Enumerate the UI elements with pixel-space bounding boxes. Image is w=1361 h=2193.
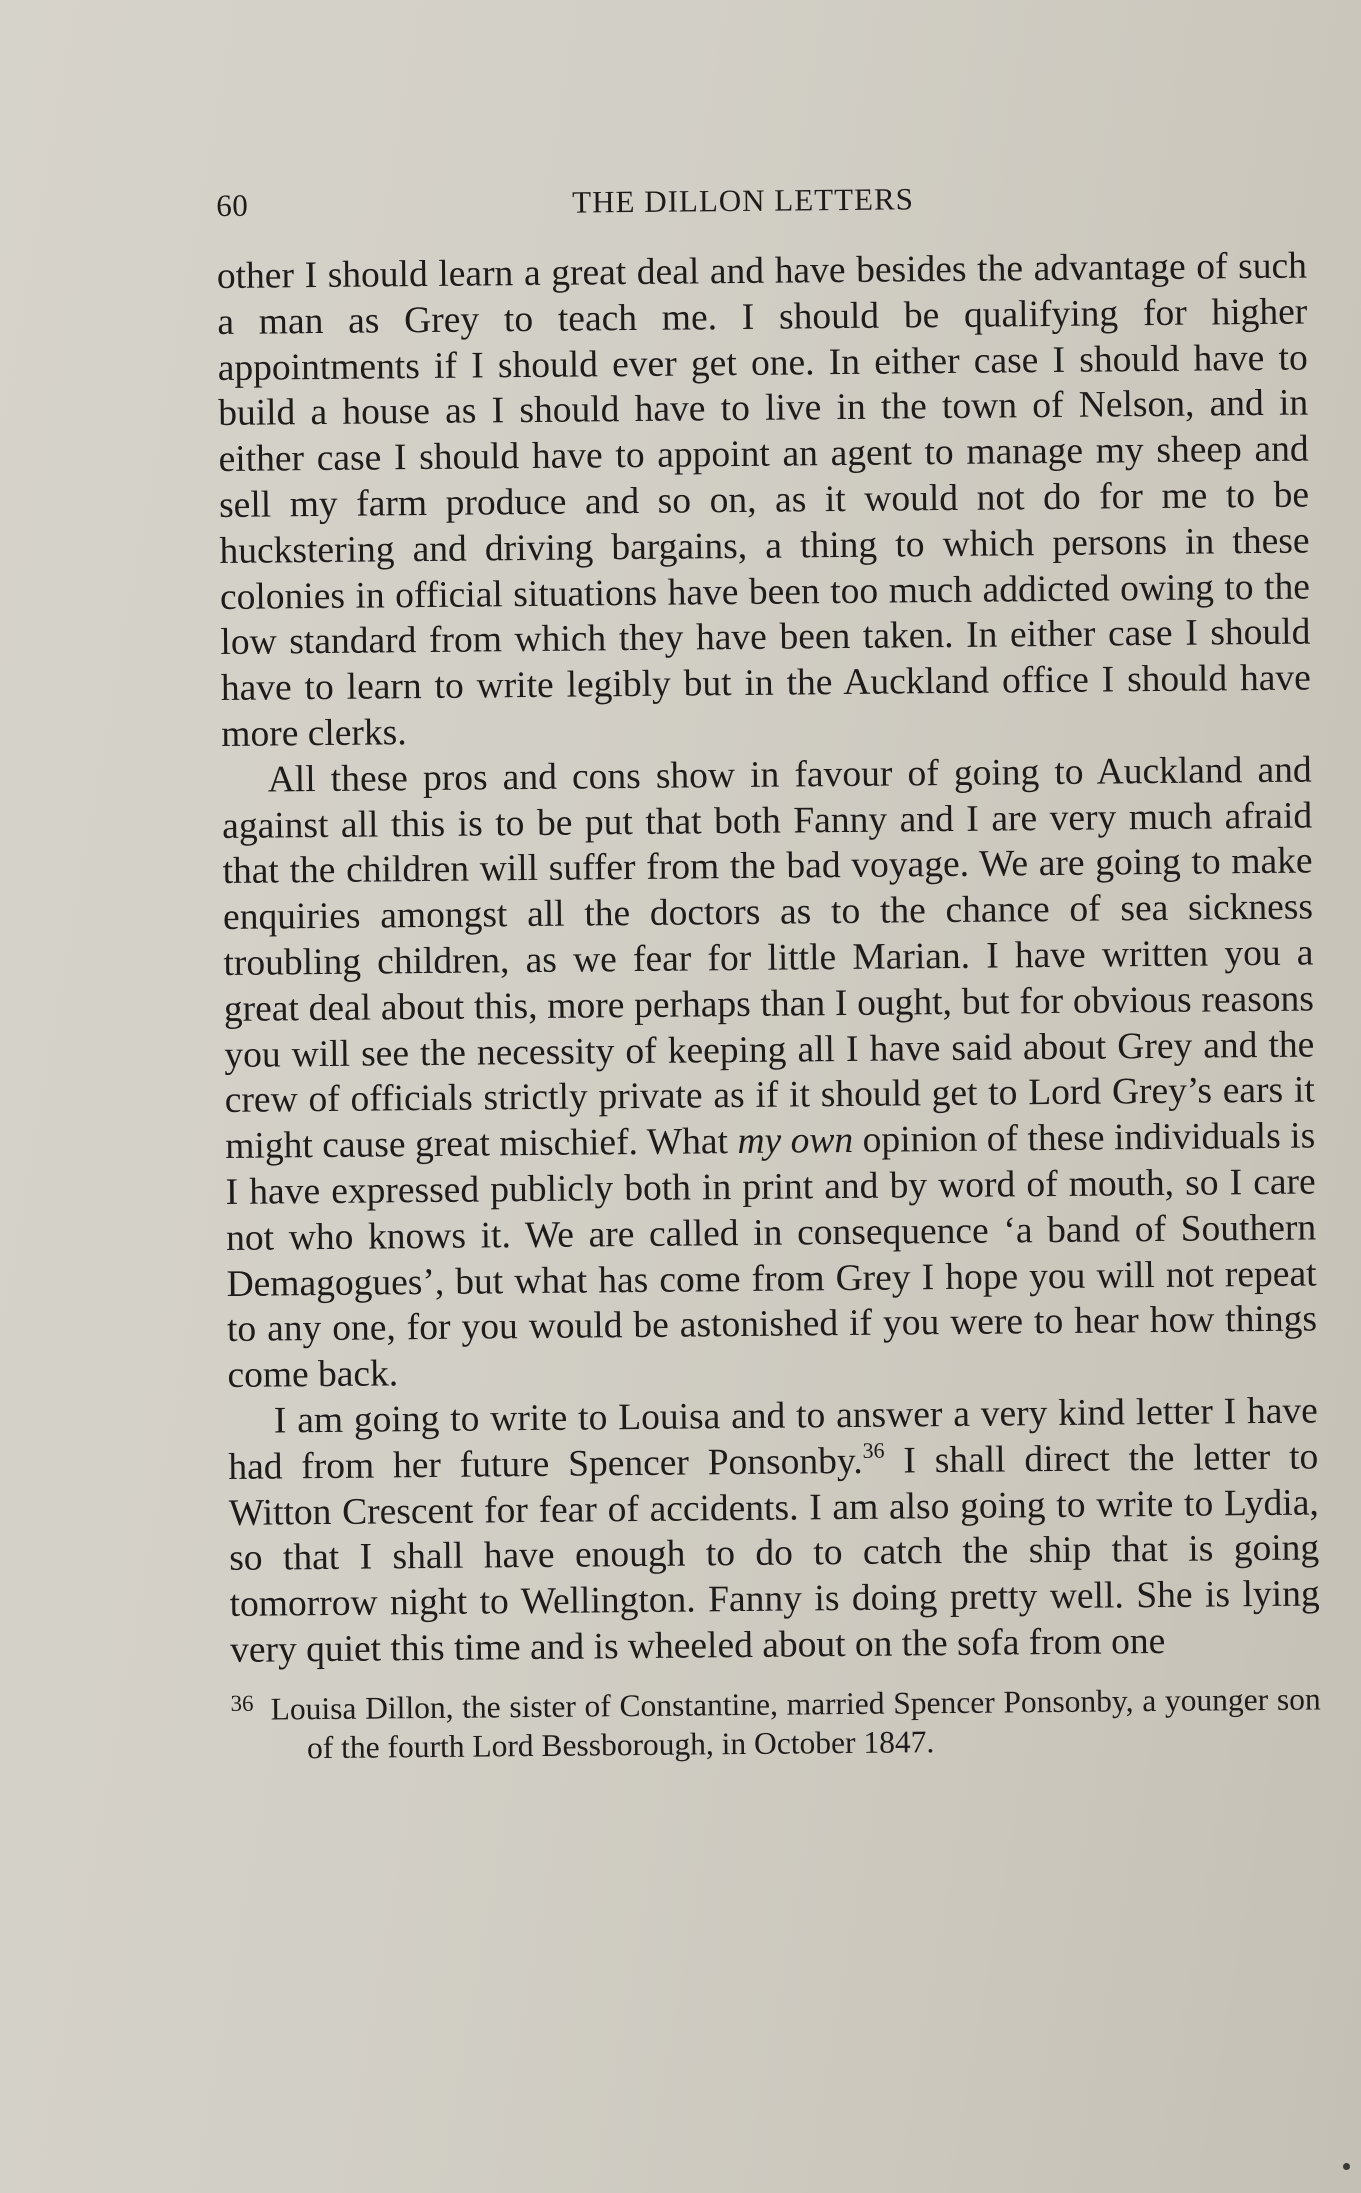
- paragraph-text: I am going to write to Louisa and to answer a very kind letter I have had from her future Spencer Ponsonby.: [228, 1390, 1319, 1488]
- paragraph: [228, 1388, 1321, 1673]
- paragraph-text: opinion of these individuals is I have expressed publicly both in print and by word of mouth, so I care not who knows it. We are called in consequence ‘a band of Southern Demagogues’, but what has come from Grey I hope you will not repeat to any one, for you would be astonished if you were to hear how things come back.: [225, 1115, 1318, 1397]
- paragraph-text: All these pros and cons show in favour of going to Auckland and against all this is to be put that both Fanny and I are very much afraid that the children will suffer from the bad voyage. We are going to make enquiries amongst all the doctors as to the chance of sea sickness troubling children, as we fear for little Marian. I have written you a great deal about this, more perhaps than I ought, but for obvious reasons you will see the necessity of keeping all I have said about Grey and the crew of officials strictly private as if it should get to Lord Grey’s ears it might cause great mischief. What: [221, 749, 1315, 1168]
- page-number: 60: [216, 187, 249, 223]
- footnote-reference: 36: [862, 1437, 885, 1463]
- body-text: [217, 244, 1321, 1674]
- paragraph-text: other I should learn a great deal and have besides the advantage of such a man as Grey to teach me. I should be qualifying for higher appointments if I should ever get one. In either case I should have to build a house as I should have to live in the town of Nelson, and in either case I should have to appoint an agent to manage my sheep and sell my farm produce and so on, as it would not do for me to be huckstering and driving bargains, a thing to which persons in these colonies in official situations have been too much addicted owing to the low standard from which they have been taken. In either case I should have to learn to write legibly but in the Auckland office I should have more clerks.: [216, 245, 1312, 755]
- paragraph-continued: [217, 244, 1312, 758]
- paragraph: [222, 747, 1318, 1399]
- paragraph-text: I shall direct the letter to Witton Crescent for fear of accidents. I am also going to write to Lydia, so that I shall have enough to do to catch the ship that is going tomorrow night to Wellington. Fanny is doing pretty well. She is lying very quiet this time and is wheeled about on the sofa from one: [228, 1436, 1320, 1671]
- running-head: [216, 172, 1306, 230]
- running-title: THE DILLON LETTERS: [572, 181, 915, 220]
- paper-spot: [1343, 2163, 1350, 2170]
- footnote-text: Louisa Dillon, the sister of Constantine, married Spencer Ponsonby, a younger son of the fourth Lord Bessborough, in October 1847.: [270, 1681, 1321, 1765]
- italic-emphasis: my own: [737, 1120, 854, 1163]
- book-page: [216, 172, 1321, 1768]
- footnote: [230, 1679, 1321, 1767]
